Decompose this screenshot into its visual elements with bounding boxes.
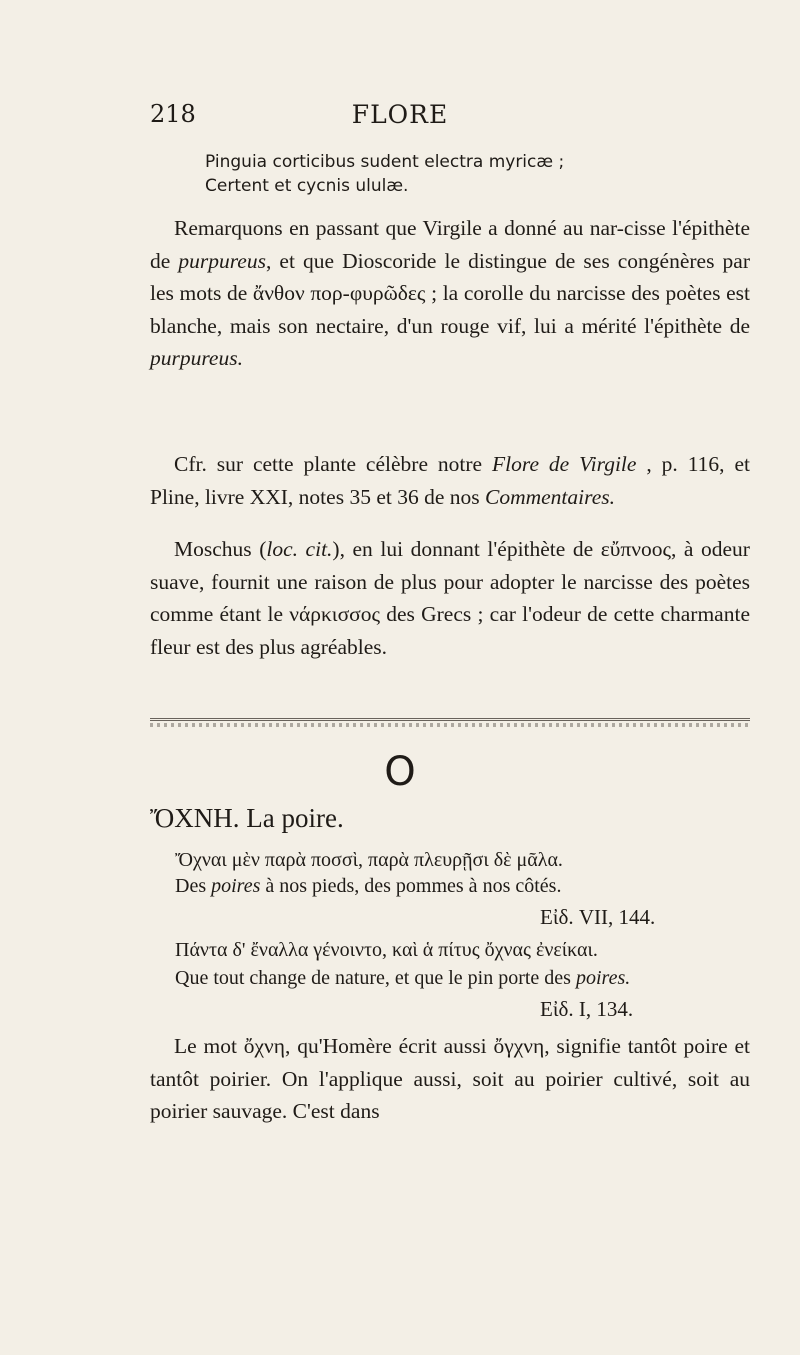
italic-citation: loc. cit. bbox=[266, 537, 333, 561]
italic-term: purpureus. bbox=[150, 346, 243, 370]
section-letter: O bbox=[384, 749, 416, 795]
paragraph-text: , et que Dioscoride le distingue de ses congénères par les mots de ἄνθον πορ-φυρῶδες ; la corolle du narcisse des poètes est blanche, mais son nectaire, d'un rouge vif, lui a mérité l'épithète de bbox=[150, 248, 750, 338]
french-translation-1 bbox=[175, 875, 561, 898]
italic-title: Flore de Virgile bbox=[492, 452, 637, 476]
french-translation-2 bbox=[175, 967, 630, 990]
paragraph-reference bbox=[150, 448, 750, 513]
paragraph-text: Moschus ( bbox=[174, 537, 267, 561]
paragraph-text: Cfr. sur cette plante célèbre notre bbox=[174, 452, 493, 476]
italic-title: Commentaires. bbox=[485, 484, 615, 509]
citation-2: Εἰδ. I, 134. bbox=[540, 997, 634, 1021]
running-title: FLORE bbox=[351, 100, 449, 129]
italic-term: poires bbox=[211, 875, 261, 897]
paragraph-text: Le mot ὄχνη, qu'Homère écrit aussi ὄγχνη, signifie tantôt poire et tantôt poirier. On l'applique aussi, soit au poirier cultivé, soit au poirier sauvage. C'est dans bbox=[150, 1034, 750, 1123]
translation-text: à nos pieds, des pommes à nos côtés. bbox=[260, 875, 562, 897]
citation-1: Εἰδ. VII, 144. bbox=[540, 905, 656, 929]
paragraph-ochne bbox=[150, 1030, 750, 1128]
page-number: 218 bbox=[150, 100, 196, 128]
paragraph-narcisse bbox=[150, 212, 750, 375]
page-header bbox=[150, 100, 650, 136]
italic-term: purpureus bbox=[178, 248, 266, 273]
italic-term: poires. bbox=[575, 967, 631, 989]
paragraph-text: ), en lui donnant l'épithète de εὔπνοος, à odeur suave, fournit une raison de plus pour adopter le narcisse des poètes comme étant le νάρκισσος des Grecs ; car l'odeur de cette charmante fleur est des plus agréables. bbox=[150, 537, 750, 659]
decorative-rule bbox=[150, 718, 750, 731]
entry-title: ὌΧΝΗ. La poire. bbox=[150, 803, 344, 833]
greek-quote-2: Πάντα δ' ἔναλλα γένοιντο, καὶ ἁ πίτυς ὄχνας ἐνείκαι. bbox=[175, 939, 598, 961]
epigraph-line-2: Certent et cycnis ululæ. bbox=[205, 176, 409, 196]
paragraph-moschus bbox=[150, 533, 750, 663]
translation-text: Que tout change de nature, et que le pin porte des bbox=[175, 967, 576, 989]
paragraph-text: , p. 116, et Pline, livre XXI, notes 35 et 36 de nos bbox=[150, 452, 750, 509]
epigraph-line-1: Pinguia corticibus sudent electra myricæ ; bbox=[205, 152, 565, 172]
greek-quote-1: Ὄχναι μὲν παρὰ ποσσὶ, παρὰ πλευρῇσι δὲ μᾶλα. bbox=[175, 849, 563, 871]
translation-text: Des bbox=[175, 875, 212, 897]
paragraph-text: Remarquons en passant que Virgile a donné au nar-cisse l'épithète de bbox=[150, 216, 750, 273]
